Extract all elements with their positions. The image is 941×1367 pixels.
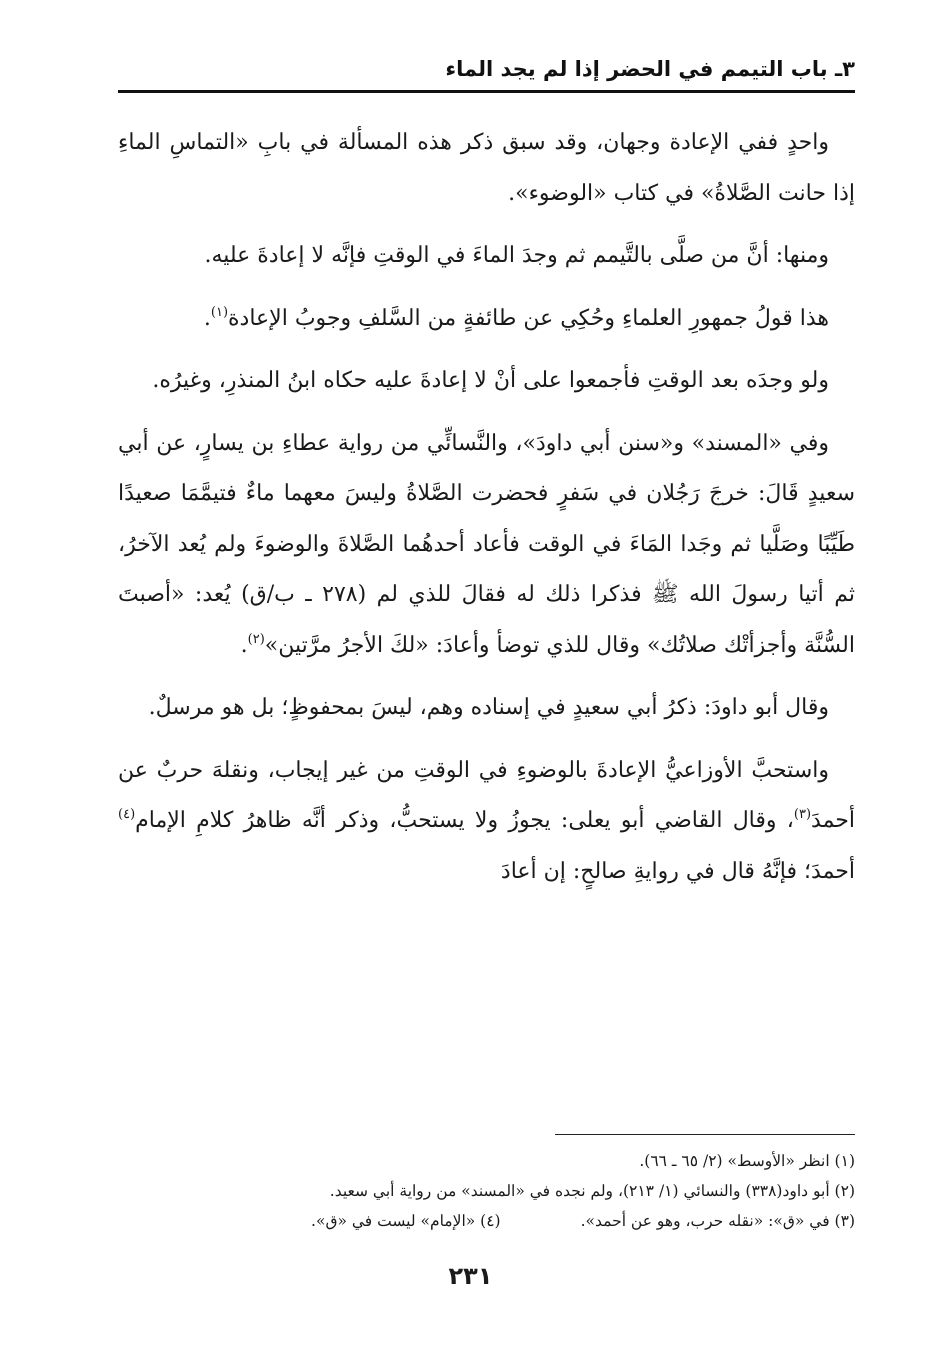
paragraph-5 bbox=[118, 419, 855, 672]
footnote-1: (١) انظر «الأوسط» (٢/ ٦٥ ـ ٦٦). bbox=[639, 1152, 855, 1170]
paragraph-3 bbox=[118, 294, 855, 345]
header-rule bbox=[118, 90, 855, 93]
page-number: ٢٣١ bbox=[448, 1262, 493, 1290]
paragraph-3-period: . bbox=[203, 305, 211, 331]
paragraph-5-text: وفي «المسند» و«سنن أبي داودَ»، والنَّسائِّي من رواية عطاءِ بن يسارٍ، عن أبي سعيدٍ قَالَ: خرجَ رَجُلان في سَفرٍ فحضرت الصَّلاةُ وليسَ معهما ماءٌ فتيمَّمَا صعيدًا طَيِّبًا وصَلَّيا ثم وجَدا المَاءَ في الوقت فأعاد أحدهُما الصَّلاةَ والوضوءَ ولم يُعد الآخرُ، ثم أتيا رسولَ الله ﷺ فذكرا ذلك له فقالَ للذي لم (٢٧٨ ـ ب/ق) يُعد: «أصبتَ السُّنَّة وأجزأتْك صلاتُك» وقال للذي توضأ وأعادَ: «لكَ الأجرُ مرَّتين» bbox=[118, 430, 855, 658]
footnote-rule bbox=[555, 1134, 855, 1135]
paragraph-7-text-b: ، وقال القاضي أبو يعلى: يجوزُ ولا يستحبُّ، وذكر أنَّه ظاهرُ كلامِ الإمام bbox=[135, 808, 794, 833]
paragraph-5-period: . bbox=[240, 632, 248, 658]
paragraph-6: وقال أبو داودَ: ذكرُ أبي سعيدٍ في إسناده وهم، ليسَ بمحفوظٍ؛ بل هو مرسلٌ. bbox=[148, 695, 829, 720]
main-text bbox=[118, 118, 855, 909]
footnotes bbox=[118, 1146, 855, 1236]
paragraph-7-text-a: واستحبَّ الأوزاعيُّ الإعادةَ بالوضوءِ في الوقتِ من غير إيجاب، ونقلهَ حربٌ عن أحمدَ bbox=[118, 757, 855, 833]
running-header: ٣ـ باب التيمم في الحضر إذا لم يجد الماء bbox=[445, 57, 855, 81]
footnote-ref-3[interactable]: (٣) bbox=[793, 807, 812, 822]
paragraph-7 bbox=[118, 746, 855, 898]
paragraph-2: ومنها: أنَّ من صلَّى بالتَّيمم ثم وجدَ الماءَ في الوقتِ فإنَّه لا إعادةَ عليه. bbox=[204, 243, 829, 268]
footnote-2: (٢) أبو داود(٣٣٨) والنسائي (١/ ٢١٣)، ولم نجده في «المسند» من رواية أبي سعيد. bbox=[329, 1182, 855, 1200]
paragraph-4: ولو وجدَه بعد الوقتِ فأجمعوا على أنْ لا إعادةَ عليه حكاه ابنُ المنذرِ، وغيرُه. bbox=[152, 368, 829, 393]
paragraph-3-text: هذا قولُ جمهورِ العلماءِ وحُكِي عن طائفةٍ من السَّلفِ وجوبُ الإعادة bbox=[228, 305, 829, 331]
footnote-3: (٣) في «ق»: «نقله حرب، وهو عن أحمد». bbox=[580, 1212, 855, 1230]
footnote-4: (٤) «الإمام» ليست في «ق». bbox=[311, 1212, 501, 1230]
footnote-row-3-4 bbox=[118, 1206, 855, 1236]
footnote-ref-1[interactable]: (١) bbox=[210, 304, 229, 320]
paragraph-7-text-c: أحمدَ؛ فإنَّهُ قال في روايةِ صالحٍ: إن أعادَ bbox=[500, 858, 855, 884]
footnote-ref-4[interactable]: (٤) bbox=[118, 807, 136, 822]
paragraph-1: واحدٍ ففي الإعادة وجهان، وقد سبق ذكر هذه المسألة في بابِ «التماسِ الماءِ إذا حانت الصَّلاةُ» في كتاب «الوضوء». bbox=[118, 130, 855, 206]
footnote-ref-2[interactable]: (٢) bbox=[247, 631, 265, 647]
